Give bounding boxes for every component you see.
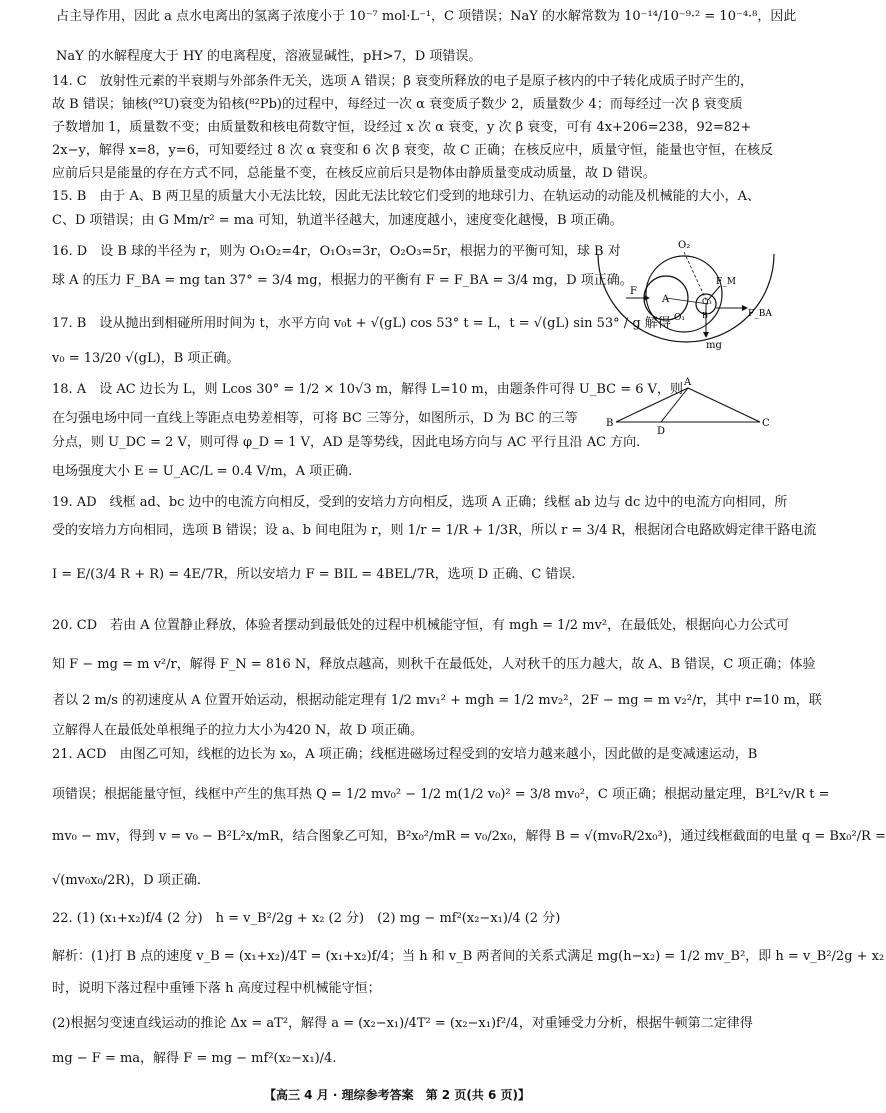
label-FM: F_M bbox=[716, 277, 736, 287]
q17-line: 17. B 设从抛出到相碰所用时间为 t，水平方向 v₀t + √(gL) cos 53° t = L，t = √(gL) sin 53° / g 解得 bbox=[52, 316, 671, 331]
q20-line: 20. CD 若由 A 位置静止释放，体验者摆动到最低处的过程中机械能守恒，有 mgh = 1/2 mv²，在最低处，根据向心力公式可 bbox=[52, 618, 790, 633]
q21-line: 21. ACD 由图乙可知，线框的边长为 x₀，A 项正确；线框进磁场过程受到的安培力越来越小，因此做的是变减速运动，B bbox=[52, 747, 758, 762]
q14-line: 14. C 放射性元素的半衰期与外部条件无关，选项 A 错误；β 衰变所释放的电子是原子核内的中子转化成质子时产生的， bbox=[52, 74, 754, 89]
q22-line: 22. (1) (x₁+x₂)f/4 (2 分) h = v_B²/2g + x₂ (2 分) (2) mg − mf²(x₂−x₁)/4 (2 分) bbox=[52, 911, 561, 926]
label-A: A bbox=[662, 294, 670, 305]
q19-line: 受的安培力方向相同，选项 B 错误；设 a、b 间电阻为 r，则 1/r = 1/R + 1/3R，所以 r = 3/4 R，根据闭合电路欧姆定律干路电流 bbox=[52, 523, 817, 538]
q15-line: 15. B 由于 A、B 两卫星的质量大小无法比较，因此无法比较它们受到的地球引力、在轨运动的动能及机械能的大小，A、 bbox=[52, 189, 760, 204]
q21-line: √(mv₀x₀/2R)，D 项正确. bbox=[52, 873, 201, 888]
label-B: B bbox=[702, 311, 708, 320]
text-line: NaY 的水解程度大于 HY 的电离程度，溶液显碱性，pH>7，D 项错误。 bbox=[56, 49, 482, 64]
q15-line: C、D 项错误；由 G Mm/r² = ma 可知，轨道半径越大，加速度越小，速度变化越慢，B 项正确。 bbox=[52, 213, 623, 228]
q18-line: 电场强度大小 E = U_AC/L = 0.4 V/m，A 项正确. bbox=[52, 464, 353, 479]
q16-line: 球 A 的压力 F_BA = mg tan 37° = 3/4 mg，根据力的平衡有 F = F_BA = 3/4 mg，D 项正确。 bbox=[52, 273, 633, 288]
label-C: C bbox=[762, 418, 770, 429]
q22-line: mg − F = ma，解得 F = mg − mf²(x₂−x₁)/4. bbox=[52, 1051, 337, 1066]
label-O2: O₂ bbox=[678, 240, 691, 251]
q18-line: 在匀强电场中同一直线上等距点电势差相等，可将 BC 三等分，如图所示，D 为 BC 的三等 bbox=[52, 411, 578, 426]
label-O3: O₃ bbox=[702, 297, 712, 306]
text-line: 占主导作用，因此 a 点水电离出的氢离子浓度小于 10⁻⁷ mol·L⁻¹，C 项错误；NaY 的水解常数为 10⁻¹⁴/10⁻⁹·² = 10⁻⁴·⁸，因此 bbox=[56, 9, 797, 24]
label-O1: O₁ bbox=[674, 313, 685, 323]
q18-figure bbox=[604, 376, 774, 436]
q22-line: (2)根据匀变速直线运动的推论 Δx = aT²，解得 a = (x₂−x₁)/4T² = (x₂−x₁)f²/4，对重锤受力分析，根据牛顿第二定律得 bbox=[52, 1016, 753, 1031]
q20-line: 者以 2 m/s 的初速度从 A 位置开始运动，根据动能定理有 1/2 mv₁² + mgh = 1/2 mv₂²，2F − mg = m v₂²/r，其中 r=10 m，联 bbox=[52, 693, 822, 708]
q20-line: 知 F − mg = m v²/r，解得 F_N = 816 N，释放点越高，则秋千在最低处，人对秋千的压力越大，故 A、B 错误，C 项正确；体验 bbox=[52, 657, 816, 672]
q18-line: 18. A 设 AC 边长为 L，则 Lcos 30° = 1/2 × 10√3 m，解得 L=10 m，由题条件可得 U_BC = 6 V，则 bbox=[52, 382, 684, 397]
q16-figure bbox=[596, 234, 776, 354]
q19-line: 19. AD 线框 ad、bc 边中的电流方向相反，受到的安培力方向相反，选项 A 正确；线框 ab 边与 dc 边中的电流方向相同，所 bbox=[52, 495, 788, 510]
q14-line: 子数增加 1，质量数不变；由质量数和核电荷数守恒，设经过 x 次 α 衰变，y 次 β 衰变，可有 4x+206=238，92=82+ bbox=[52, 120, 752, 135]
q17-line: v₀ = 13/20 √(gL)，B 项正确。 bbox=[52, 351, 240, 366]
label-FBA: F_BA bbox=[748, 309, 772, 319]
q22-line: 时，说明下落过程中重锤下落 h 高度过程中机械能守恒； bbox=[52, 981, 381, 996]
q22-line: 解析：(1)打 B 点的速度 v_B = (x₁+x₂)/4T = (x₁+x₂)f/4；当 h 和 v_B 两者间的关系式满足 mg(h−x₂) = 1/2 mv_B²，即 h = v_B²/2g + x₂ bbox=[52, 949, 885, 964]
label-mg: mg bbox=[706, 340, 722, 351]
label-A: A bbox=[684, 377, 692, 388]
q21-line: mv₀ − mv，得到 v = v₀ − B²L²x/mR，结合图象乙可知，B²x₀²/mR = v₀/2x₀，解得 B = √(mv₀R/2x₀³)，通过线框截面的电量 q = Bx₀²/R = bbox=[52, 829, 886, 844]
q21-line: 项错误；根据能量守恒，线框中产生的焦耳热 Q = 1/2 mv₀² − 1/2 m(1/2 v₀)² = 3/8 mv₀²，C 项正确；根据动量定理，B²L²v/R t = bbox=[52, 787, 830, 802]
q18-line: 分点，则 U_DC = 2 V，则可得 φ_D = 1 V，AD 是等势线，因此电场方向与 AC 平行且沿 AC 方向. bbox=[52, 435, 641, 450]
q16-line: 16. D 设 B 球的半径为 r，则为 O₁O₂=4r，O₁O₃=3r，O₂O₃=5r，根据力的平衡可知，球 B 对 bbox=[52, 244, 621, 259]
label-D: D bbox=[657, 426, 666, 437]
page-footer: 【高三 4 月 · 理综参考答案 第 2 页(共 6 页)】 bbox=[264, 1088, 530, 1102]
q14-line: 故 B 错误；铀核(⁹²U)衰变为铅核(⁸²Pb)的过程中，每经过一次 α 衰变质子数少 2，质量数少 4；而每经过一次 β 衰变质 bbox=[52, 97, 743, 112]
label-B: B bbox=[606, 418, 614, 429]
q14-line: 2x−y，解得 x=8，y=6，可知要经过 8 次 α 衰变和 6 次 β 衰变，故 C 正确；在核反应中，质量守恒，能量也守恒，在核反 bbox=[52, 143, 774, 158]
q20-line: 立解得人在最低处单根绳子的拉力大小为420 N，故 D 项正确。 bbox=[52, 723, 424, 738]
label-F: F bbox=[630, 286, 637, 297]
q19-line: I = E/(3/4 R + R) = 4E/7R，所以安培力 F = BIL = 4BEL/7R，选项 D 正确、C 错误. bbox=[52, 567, 576, 582]
q14-line: 应前后只是能量的存在方式不同，总能量不变，在核反应前后只是物体由静质量变成动质量，故 D 错误。 bbox=[52, 166, 656, 181]
